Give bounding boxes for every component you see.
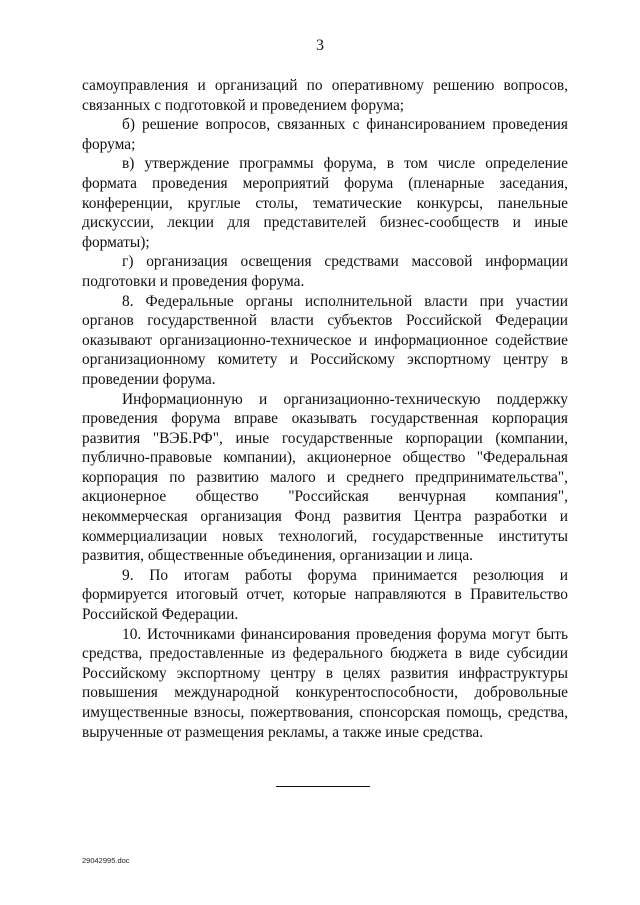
paragraph-support: Информационную и организационно-техническую поддержку проведения форума вправе оказывать государственная корпорация развития "ВЭБ.РФ", иные государственные корпорации (компании, публично-правовые компании), акционерное общество "Федеральная корпорация по развитию малого и среднего предпринимательства", акционерное общество "Российская венчурная компания", некоммерческая организация Фонд развития Центра разработки и коммерциализации новых технологий, государственные институты развития, общественные объединения, организации и лица.	[82, 390, 568, 565]
document-file-code: 29042995.doc	[82, 856, 130, 865]
end-separator-line	[276, 786, 370, 787]
document-body	[82, 76, 568, 742]
paragraph-item-b: б) решение вопросов, связанных с финансированием проведения форума;	[82, 116, 568, 153]
paragraph-10: 10. Источниками финансирования проведения форума могут быть средства, предоставленные из федерального бюджета в виде субсидии Российскому экспортному центру в целях развития инфраструктуры повышения международной конкурентоспособности, добровольные имущественные взносы, пожертвования, спонсорская помощь, средства, вырученные от размещения рекламы, а также иные средства.	[82, 625, 568, 741]
paragraph-item-v: в) утверждение программы форума, в том числе определение формата проведения мероприятий форума (пленарные заседания, конференции, круглые столы, тематические конкурсы, панельные дискуссии, лекции для представителей бизнес-сообществ и иные форматы);	[82, 155, 568, 251]
page-number: 3	[316, 37, 324, 54]
paragraph-item-g: г) организация освещения средствами массовой информации подготовки и проведения форума.	[82, 253, 568, 290]
paragraph-9: 9. По итогам работы форума принимается резолюция и формируется итоговый отчет, которые направляются в Правительство Российской Федерации.	[82, 566, 568, 624]
paragraph-8: 8. Федеральные органы исполнительной власти при участии органов государственной власти субъектов Российской Федерации оказывают организационно-техническое и информационное содействие организационному комитету и Российскому экспортному центру в проведении форума.	[82, 292, 568, 388]
paragraph-continuation: самоуправления и организаций по оперативному решению вопросов, связанных с подготовкой и проведением форума;	[82, 77, 568, 114]
